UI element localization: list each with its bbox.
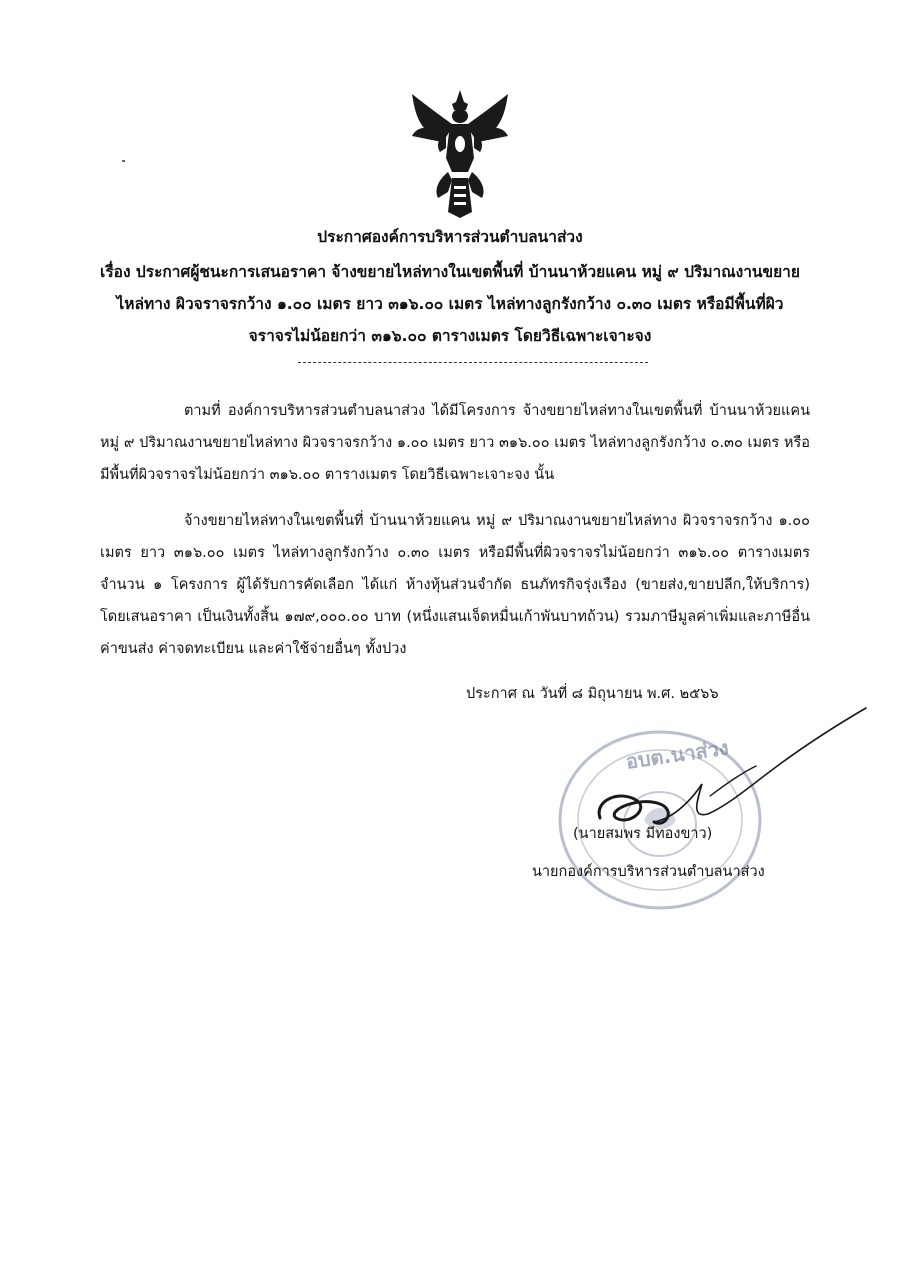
- announcement-subject: เรื่อง ประกาศผู้ชนะการเสนอราคา จ้างขยายไหล่ทางในเขตพื้นที่ บ้านนาห้วยแคน หมู่ ๙ ปริมาณงานขยายไหล่ทาง ผิวจราจรกว้าง ๑.๐๐ เมตร ยาว ๓๑๖.๐๐ เมตร ไหล่ทางลูกรังกว้าง ๐.๓๐ เมตร หรือมีพื้นที่ผิวจราจรไม่น้อยกว่า ๓๑๖.๐๐ ตารางเมตร โดยวิธีเฉพาะเจาะจง: [100, 263, 800, 345]
- body-paragraph-2: จ้างขยายไหล่ทางในเขตพื้นที่ บ้านนาห้วยแคน หมู่ ๙ ปริมาณงานขยายไหล่ทาง ผิวจราจรกว้าง ๑.๐๐ เมตร ยาว ๓๑๖.๐๐ เมตร ไหล่ทางลูกรังกว้าง ๐.๓๐ เมตร หรือมีพื้นที่ผิวจราจรไม่น้อยกว่า ๓๑๖.๐๐ ตารางเมตร จำนวน ๑ โครงการ ผู้ได้รับการคัดเลือก ได้แก่ ห้างหุ้นส่วนจำกัด ธนภัทรกิจรุ่งเรือง (ขายส่ง,ขายปลีก,ให้บริการ) โดยเสนอราคา เป็นเงินทั้งสิ้น ๑๗๙,๐๐๐.๐๐ บาท (หนึ่งแสนเจ็ดหมื่นเก้าพันบาทถ้วน) รวมภาษีมูลค่าเพิ่มและภาษีอื่น ค่าขนส่ง ค่าจดทะเบียน และค่าใช้จ่ายอื่นๆ ทั้งปวง: [100, 512, 810, 657]
- announcement-date: ประกาศ ณ วันที่ ๘ มิถุนายน พ.ศ. ๒๕๖๖: [466, 686, 719, 702]
- garuda-emblem-icon: [408, 88, 512, 220]
- body-paragraph-1: ตามที่ องค์การบริหารส่วนตำบลนาส่วง ได้มีโครงการ จ้างขยายไหล่ทางในเขตพื้นที่ บ้านนาห้วยแคน หมู่ ๙ ปริมาณงานขยายไหล่ทาง ผิวจราจรกว้าง ๑.๐๐ เมตร ยาว ๓๑๖.๐๐ เมตร ไหล่ทางลูกรังกว้าง ๐.๓๐ เมตร หรือมีพื้นที่ผิวจราจรไม่น้อยกว่า ๓๑๖.๐๐ ตารางเมตร โดยวิธีเฉพาะเจาะจง นั้น: [100, 402, 810, 483]
- scan-speck: [122, 160, 125, 162]
- svg-text:อบต.นาส่วง: อบต.นาส่วง: [624, 735, 730, 774]
- signer-title: นายกองค์การบริหารส่วนตำบลนาส่วง: [532, 864, 765, 880]
- announcement-organization: ประกาศองค์การบริหารส่วนตำบลนาส่วง: [317, 228, 583, 246]
- signer-name: (นายสมพร มีทองขาว): [573, 826, 713, 842]
- separator-line: [298, 362, 648, 363]
